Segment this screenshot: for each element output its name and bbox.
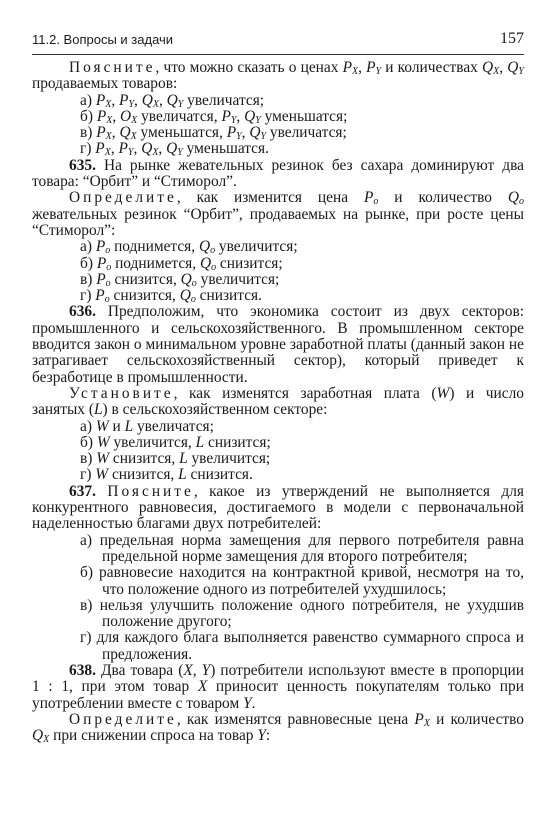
question-635-task bbox=[32, 190, 524, 239]
answer-option: б) $P_o$ поднимется, $Q_o$ снизится; bbox=[80, 254, 283, 273]
instruction-verb: Поясните bbox=[69, 59, 156, 76]
question-636-task bbox=[32, 386, 524, 419]
question-638-task bbox=[32, 712, 524, 745]
answer-option: г) для каждого блага выполняется равенство суммарного спроса и предложения. bbox=[80, 629, 524, 663]
page-body bbox=[32, 60, 524, 744]
instruction-verb: Определите bbox=[69, 189, 177, 207]
answer-option: б) W увеличится, L снизится; bbox=[80, 433, 271, 451]
answer-option: г) W снизится, L снизится. bbox=[80, 466, 253, 484]
answer-option: а) $P_X$, $P_Y$, $Q_X$, $Q_Y$ увеличатся; bbox=[80, 91, 265, 110]
answer-option: в) $P_X$, $Q_X$ уменьшатся, $P_Y$, $Q_Y$ увеличатся; bbox=[80, 124, 347, 143]
question-number: 637. bbox=[69, 482, 96, 500]
question-text: , что можно сказать о ценах $P_X$, $P_Y$ и количествах $Q_X$, $Q_Y$ продаваемых товаров: bbox=[32, 59, 524, 93]
answer-option: в) W снизится, L увеличится; bbox=[80, 450, 271, 468]
question-text: На рынке жевательных резинок без сахара доминируют два товара: “Орбит” и “Стиморол”. bbox=[32, 156, 524, 191]
answer-option: а) $P_o$ поднимется, $Q_o$ увеличится; bbox=[80, 238, 298, 257]
question-text: , как изменятся заработная плата (W) и число занятых (L) в сельскохозяйственном секторе: bbox=[32, 384, 524, 419]
question-text: Два товара (X, Y) потребители используют вместе в пропорции 1 : 1, при этом товар X приносит ценность покупателям только при употреблении вместе с товаром Y. bbox=[32, 661, 524, 712]
question-prev-intro bbox=[32, 60, 524, 93]
question-number: 638. bbox=[69, 661, 96, 679]
question-638 bbox=[32, 663, 524, 712]
question-number: 635. bbox=[69, 156, 96, 174]
question-text: , как изменится цена $P_o$ и количество $Q_o$ жевательных резинок “Орбит”, продаваемых на рынке, при росте цены “Стиморол”: bbox=[32, 189, 524, 239]
section-title: 11.2. Вопросы и задачи bbox=[32, 32, 174, 47]
question-text: , какое из утверждений не выполняется для конкурентного равновесия, достигаемого в модели с первоначальной наделенностью благами двух потребителей: bbox=[32, 482, 524, 533]
question-635 bbox=[32, 158, 524, 191]
question-text: Предположим, что экономика состоит из двух секторов: промышленного и сельскохозяйственного. В промышленном секторе вводится закон о минимальном уровне заработной платы (данный закон не затрагивает сельскохозяйственный сектор), который приведет к безработице в промышленности. bbox=[32, 303, 524, 386]
answer-option: б) равновесие находится на контрактной кривой, несмотря на то, что положение одного из потребителей ухудшилось; bbox=[80, 564, 524, 598]
question-637 bbox=[32, 484, 524, 533]
question-text: , как изменятся равновесные цена $P_X$ и количество $Q_X$ при снижении спроса на товар Y: bbox=[32, 710, 525, 746]
question-number: 636. bbox=[69, 303, 96, 321]
answer-option: в) $P_o$ снизится, $Q_o$ увеличится; bbox=[80, 270, 280, 289]
instruction-verb: Установите bbox=[69, 384, 174, 402]
instruction-verb: Поясните bbox=[107, 482, 194, 500]
instruction-verb: Определите bbox=[69, 710, 177, 728]
answer-option: а) W и L увеличатся; bbox=[80, 417, 214, 435]
answer-option: г) $P_o$ снизится, $Q_o$ снизится. bbox=[80, 287, 262, 306]
page-number: 157 bbox=[500, 30, 524, 47]
answer-option: б) $P_X$, $O_X$ увеличатся, $P_Y$, $Q_Y$ уменьшатся; bbox=[80, 107, 348, 126]
answer-option: а) предельная норма замещения для первого потребителя равна предельной норме замещения для второго потребителя; bbox=[80, 531, 524, 565]
question-636 bbox=[32, 304, 524, 385]
answer-option: г) $P_X$, $P_Y$, $Q_X$, $Q_Y$ уменьшатся. bbox=[80, 140, 269, 159]
page-header bbox=[32, 30, 524, 55]
answer-option: в) нельзя улучшить положение одного потребителя, не ухудшив положение другого; bbox=[80, 596, 524, 631]
